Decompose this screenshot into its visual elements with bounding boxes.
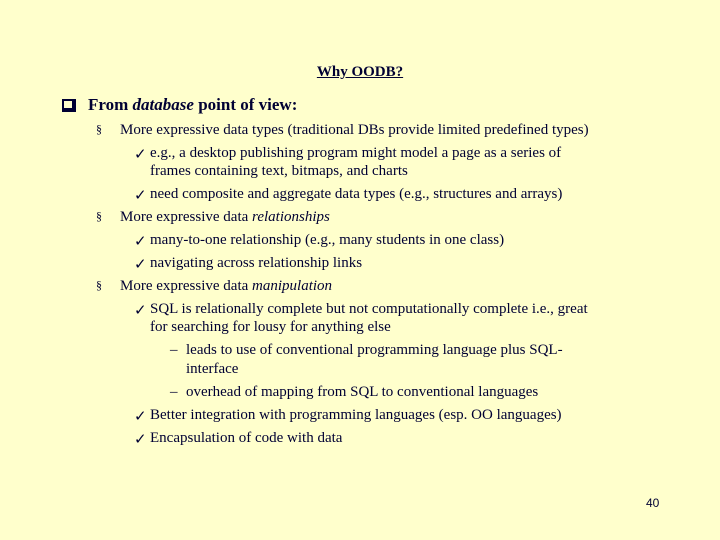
dash-text-continued: interface [186,361,239,377]
bullet-text-pre: More expressive data [120,209,253,225]
check-text: Encapsulation of code with data [150,430,343,446]
check-text: need composite and aggregate data types (e.g., structures and arrays) [150,186,563,202]
page-number: 40 [646,496,660,510]
square-bullet-icon: § [96,278,102,292]
bullet-text-pre: More expressive data [120,278,253,294]
dash-icon: – [170,342,178,358]
check-text: SQL is relationally complete but not computationally complete i.e., great [150,301,588,317]
check-icon: ✓ [134,432,147,448]
heading-pre: From [88,95,133,114]
check-icon: ✓ [134,147,147,163]
check-text: e.g., a desktop publishing program might model a page as a series of [150,145,562,161]
box-bullet-icon [62,99,74,110]
check-text: navigating across relationship links [150,255,363,271]
bullet-text [120,209,330,226]
check-text-continued: frames containing text, bitmaps, and charts [150,163,408,179]
check-icon: ✓ [134,234,147,250]
bullet-text [120,278,332,295]
square-bullet-icon: § [96,122,102,136]
bullet-text-emphasis: relationships [252,209,330,225]
bullet-text: More expressive data types (traditional DBs provide limited predefined types) [120,122,589,138]
check-icon: ✓ [134,188,147,204]
check-icon: ✓ [134,409,147,425]
check-text: many-to-one relationship (e.g., many students in one class) [150,232,505,248]
dash-icon: – [170,384,178,400]
dash-text: overhead of mapping from SQL to conventional languages [186,384,539,400]
check-icon: ✓ [134,257,147,273]
square-bullet-icon: § [96,209,102,223]
heading-emphasis: database [132,95,194,114]
bullet-text-emphasis: manipulation [252,278,333,294]
check-icon: ✓ [134,303,147,319]
heading-text [88,95,297,115]
dash-text: leads to use of conventional programming language plus SQL- [186,342,563,358]
check-text: Better integration with programming languages (esp. OO languages) [150,407,562,423]
slide-title: Why OODB? [316,64,404,80]
heading-post: point of view: [193,95,298,114]
check-text-continued: for searching for lousy for anything else [150,319,391,335]
